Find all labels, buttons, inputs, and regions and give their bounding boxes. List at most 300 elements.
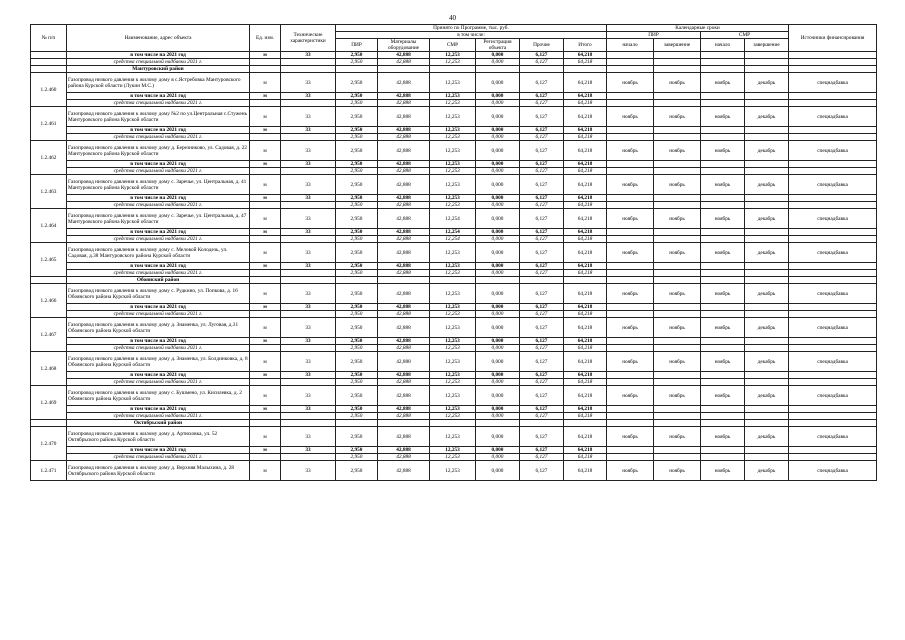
cell-empty bbox=[789, 236, 877, 243]
sum-tot: 64,218 bbox=[564, 447, 607, 454]
object-unit: м bbox=[250, 284, 281, 304]
object-source: спецнадбавка bbox=[789, 386, 877, 406]
sum-reg: 0,000 bbox=[476, 93, 520, 100]
sum-smr: 12,253 bbox=[430, 195, 476, 202]
cell-empty bbox=[701, 277, 745, 284]
sum-pir: 2,950 bbox=[336, 195, 378, 202]
object-tech: 33 bbox=[281, 386, 336, 406]
object-smr: 12,253 bbox=[430, 386, 476, 406]
object-reg: 0,000 bbox=[476, 461, 520, 481]
cell-empty bbox=[654, 304, 701, 311]
object-date-se: декабрь bbox=[745, 386, 789, 406]
object-number: 1.2.465 bbox=[31, 243, 67, 277]
cell-empty bbox=[701, 66, 745, 73]
sum-pir: 2,950 bbox=[336, 304, 378, 311]
cell-empty bbox=[378, 420, 430, 427]
special-oth: 6,127 bbox=[520, 134, 564, 141]
object-date-se: декабрь bbox=[745, 427, 789, 447]
cell-empty bbox=[745, 447, 789, 454]
object-date-ps: ноябрь bbox=[607, 209, 654, 229]
object-oth: 6,127 bbox=[520, 318, 564, 338]
sum-unit: м bbox=[250, 372, 281, 379]
cell-empty bbox=[281, 168, 336, 175]
object-tech: 33 bbox=[281, 73, 336, 93]
sum-smr: 12,254 bbox=[430, 229, 476, 236]
object-pir: 2,950 bbox=[336, 243, 378, 263]
sum-mat: 42,888 bbox=[378, 304, 430, 311]
special-smr: 12,253 bbox=[430, 134, 476, 141]
sum-tot: 64,218 bbox=[564, 52, 607, 59]
cell-empty bbox=[789, 413, 877, 420]
cell-empty bbox=[745, 338, 789, 345]
cell-empty bbox=[745, 93, 789, 100]
header-pir-end: завершение bbox=[654, 39, 701, 52]
cell-empty bbox=[701, 338, 745, 345]
cell-empty bbox=[654, 229, 701, 236]
special-pir: 2,950 bbox=[336, 270, 378, 277]
object-date-ps: ноябрь bbox=[607, 352, 654, 372]
special-label: средства специальной надбавки 2021 г. bbox=[67, 345, 250, 352]
cell-empty bbox=[701, 134, 745, 141]
sum-unit: м bbox=[250, 447, 281, 454]
object-smr: 12,253 bbox=[430, 243, 476, 263]
sum-tech: 33 bbox=[281, 372, 336, 379]
object-tot: 64,218 bbox=[564, 461, 607, 481]
object-row bbox=[31, 209, 877, 229]
table-body bbox=[31, 52, 877, 481]
sum-oth: 6,127 bbox=[520, 447, 564, 454]
sum-tech: 33 bbox=[281, 406, 336, 413]
cell-empty bbox=[789, 406, 877, 413]
cell-empty bbox=[607, 454, 654, 461]
object-name: Газопровод низкого давления к жилому дому №2 по ул.Центральная с.Стужень Мантуровского района Курской области bbox=[67, 107, 250, 127]
cell-empty bbox=[789, 52, 877, 59]
cell-empty bbox=[607, 406, 654, 413]
special-reg: 0,000 bbox=[476, 202, 520, 209]
special-tot: 64,218 bbox=[564, 168, 607, 175]
cell-empty bbox=[789, 447, 877, 454]
cell-empty bbox=[745, 127, 789, 134]
object-unit: м bbox=[250, 243, 281, 263]
header-smr-start: начало bbox=[701, 39, 745, 52]
cell-empty bbox=[701, 236, 745, 243]
cell-empty bbox=[789, 263, 877, 270]
special-mat: 42,888 bbox=[378, 100, 430, 107]
special-tot: 64,218 bbox=[564, 379, 607, 386]
cell-empty bbox=[789, 379, 877, 386]
cell-empty bbox=[701, 311, 745, 318]
object-name: Газопровод низкого давления к жилому дому с. Заречье, ул. Центральная, д. 41 Мантуровского района Курской области bbox=[67, 175, 250, 195]
cell-empty bbox=[250, 270, 281, 277]
special-reg: 0,000 bbox=[476, 311, 520, 318]
object-number: 1.2.462 bbox=[31, 141, 67, 175]
object-reg: 0,000 bbox=[476, 175, 520, 195]
cell-empty bbox=[701, 345, 745, 352]
object-source: спецнадбавка bbox=[789, 73, 877, 93]
special-smr: 12,253 bbox=[430, 311, 476, 318]
page-number: 40 bbox=[449, 14, 456, 22]
special-label: средства специальной надбавки 2021 г. bbox=[67, 379, 250, 386]
sum-row bbox=[31, 304, 877, 311]
special-mat: 42,888 bbox=[378, 379, 430, 386]
object-unit: м bbox=[250, 318, 281, 338]
sum-label: в том числе на 2021 год bbox=[67, 406, 250, 413]
object-date-ps: ноябрь bbox=[607, 73, 654, 93]
sum-smr: 12,253 bbox=[430, 52, 476, 59]
special-mat: 42,888 bbox=[378, 413, 430, 420]
special-label: средства специальной надбавки 2021 г. bbox=[67, 454, 250, 461]
cell-empty bbox=[789, 59, 877, 66]
object-row bbox=[31, 73, 877, 93]
object-source: спецнадбавка bbox=[789, 461, 877, 481]
program-table bbox=[30, 24, 877, 481]
object-smr: 12,254 bbox=[430, 209, 476, 229]
special-row bbox=[31, 202, 877, 209]
object-unit: м bbox=[250, 352, 281, 372]
cell-empty bbox=[701, 59, 745, 66]
cell-empty bbox=[701, 161, 745, 168]
sum-oth: 6,127 bbox=[520, 161, 564, 168]
cell-empty bbox=[654, 100, 701, 107]
sum-tech: 33 bbox=[281, 52, 336, 59]
object-name: Газопровод низкого давления к жилому дому д. Знаменка, ул. Болдинковка, д. 8 Обоянского района Курской области bbox=[67, 352, 250, 372]
object-reg: 0,000 bbox=[476, 107, 520, 127]
object-row bbox=[31, 352, 877, 372]
object-date-ps: ноябрь bbox=[607, 386, 654, 406]
sum-oth: 6,127 bbox=[520, 52, 564, 59]
sum-mat: 42,888 bbox=[378, 161, 430, 168]
section-title: Обоянский район bbox=[67, 277, 250, 284]
sum-reg: 0,000 bbox=[476, 338, 520, 345]
sum-row bbox=[31, 447, 877, 454]
sum-smr: 12,253 bbox=[430, 161, 476, 168]
object-oth: 6,127 bbox=[520, 352, 564, 372]
header-tech: Технические характеристики bbox=[281, 25, 336, 52]
object-mat: 42,888 bbox=[378, 386, 430, 406]
object-unit: м bbox=[250, 461, 281, 481]
header-pir-start: начало bbox=[607, 39, 654, 52]
header-pir: ПИР bbox=[336, 39, 378, 52]
cell-empty bbox=[654, 263, 701, 270]
special-smr: 12,253 bbox=[430, 379, 476, 386]
object-number: 1.2.468 bbox=[31, 352, 67, 386]
cell-empty bbox=[281, 202, 336, 209]
sum-label: в том числе на 2021 год bbox=[67, 338, 250, 345]
cell-empty bbox=[607, 236, 654, 243]
sum-tech: 33 bbox=[281, 93, 336, 100]
object-tot: 64,218 bbox=[564, 427, 607, 447]
cell-empty bbox=[654, 406, 701, 413]
object-source: спецнадбавка bbox=[789, 284, 877, 304]
object-mat: 42,888 bbox=[378, 141, 430, 161]
sum-reg: 0,000 bbox=[476, 229, 520, 236]
object-pir: 2,950 bbox=[336, 209, 378, 229]
object-tot: 64,218 bbox=[564, 386, 607, 406]
special-tot: 64,218 bbox=[564, 413, 607, 420]
cell-empty bbox=[654, 127, 701, 134]
sum-unit: м bbox=[250, 93, 281, 100]
object-pir: 2,950 bbox=[336, 175, 378, 195]
special-row bbox=[31, 311, 877, 318]
object-date-se: декабрь bbox=[745, 243, 789, 263]
special-pir: 2,950 bbox=[336, 59, 378, 66]
sum-reg: 0,000 bbox=[476, 263, 520, 270]
object-reg: 0,000 bbox=[476, 386, 520, 406]
object-number: 1.2.460 bbox=[31, 73, 67, 107]
sum-tot: 64,218 bbox=[564, 195, 607, 202]
object-mat: 42,888 bbox=[378, 461, 430, 481]
cell-empty bbox=[476, 420, 520, 427]
special-row bbox=[31, 236, 877, 243]
special-pir: 2,950 bbox=[336, 134, 378, 141]
object-source: спецнадбавка bbox=[789, 427, 877, 447]
object-source: спецнадбавка bbox=[789, 141, 877, 161]
cell-empty bbox=[31, 59, 67, 66]
object-pir: 2,950 bbox=[336, 386, 378, 406]
sum-row bbox=[31, 161, 877, 168]
sum-tech: 33 bbox=[281, 304, 336, 311]
cell-empty bbox=[701, 447, 745, 454]
special-reg: 0,000 bbox=[476, 100, 520, 107]
object-pir: 2,950 bbox=[336, 141, 378, 161]
object-date-pe: ноябрь bbox=[654, 73, 701, 93]
object-oth: 6,127 bbox=[520, 107, 564, 127]
cell-empty bbox=[654, 338, 701, 345]
object-reg: 0,000 bbox=[476, 141, 520, 161]
header-num: № п/п bbox=[31, 25, 67, 52]
object-oth: 6,127 bbox=[520, 209, 564, 229]
object-unit: м bbox=[250, 175, 281, 195]
object-date-pe: ноябрь bbox=[654, 386, 701, 406]
cell-empty bbox=[745, 304, 789, 311]
object-number: 1.2.471 bbox=[31, 461, 67, 481]
cell-empty bbox=[745, 406, 789, 413]
sum-mat: 42,888 bbox=[378, 93, 430, 100]
cell-empty bbox=[789, 202, 877, 209]
cell-empty bbox=[607, 93, 654, 100]
sum-unit: м bbox=[250, 195, 281, 202]
cell-empty bbox=[789, 372, 877, 379]
special-label: средства специальной надбавки 2021 г. bbox=[67, 236, 250, 243]
cell-empty bbox=[745, 52, 789, 59]
object-row bbox=[31, 175, 877, 195]
cell-empty bbox=[607, 161, 654, 168]
cell-empty bbox=[31, 420, 67, 427]
cell-empty bbox=[745, 277, 789, 284]
cell-empty bbox=[789, 195, 877, 202]
cell-empty bbox=[654, 413, 701, 420]
object-pir: 2,950 bbox=[336, 284, 378, 304]
object-tot: 64,218 bbox=[564, 284, 607, 304]
special-pir: 2,950 bbox=[336, 345, 378, 352]
section-title: Октябрьский район bbox=[67, 420, 250, 427]
object-date-ps: ноябрь bbox=[607, 318, 654, 338]
special-oth: 6,127 bbox=[520, 379, 564, 386]
special-mat: 42,888 bbox=[378, 134, 430, 141]
sum-oth: 6,127 bbox=[520, 127, 564, 134]
object-date-ps: ноябрь bbox=[607, 243, 654, 263]
cell-empty bbox=[607, 229, 654, 236]
cell-empty bbox=[745, 420, 789, 427]
special-tot: 64,218 bbox=[564, 270, 607, 277]
sum-oth: 6,127 bbox=[520, 372, 564, 379]
cell-empty bbox=[745, 345, 789, 352]
cell-empty bbox=[789, 66, 877, 73]
object-pir: 2,950 bbox=[336, 461, 378, 481]
special-smr: 12,253 bbox=[430, 202, 476, 209]
cell-empty bbox=[789, 338, 877, 345]
object-date-pe: ноябрь bbox=[654, 209, 701, 229]
object-source: спецнадбавка bbox=[789, 318, 877, 338]
sum-mat: 42,888 bbox=[378, 447, 430, 454]
cell-empty bbox=[31, 52, 67, 59]
sum-label: в том числе на 2021 год bbox=[67, 195, 250, 202]
header-materials: Материалы оборудование bbox=[378, 39, 430, 52]
cell-empty bbox=[281, 311, 336, 318]
header-source: Источники финансирования bbox=[789, 25, 877, 52]
cell-empty bbox=[654, 345, 701, 352]
object-row bbox=[31, 427, 877, 447]
special-smr: 12,253 bbox=[430, 168, 476, 175]
cell-empty bbox=[430, 277, 476, 284]
cell-empty bbox=[281, 236, 336, 243]
cell-empty bbox=[654, 311, 701, 318]
object-date-se: декабрь bbox=[745, 175, 789, 195]
special-reg: 0,000 bbox=[476, 270, 520, 277]
special-oth: 6,127 bbox=[520, 270, 564, 277]
cell-empty bbox=[607, 66, 654, 73]
cell-empty bbox=[31, 277, 67, 284]
cell-empty bbox=[654, 372, 701, 379]
cell-empty bbox=[250, 345, 281, 352]
object-tech: 33 bbox=[281, 318, 336, 338]
object-name: Газопровод низкого давления к жилому дому с. Заречье, ул. Центральная, д. 47 Мантуровского района Курской области bbox=[67, 209, 250, 229]
object-name: Газопровод низкого давления к жилому дому д. Березниково, ул. Садовая, д. 22 Мантуровского района Курской области bbox=[67, 141, 250, 161]
special-oth: 6,127 bbox=[520, 202, 564, 209]
cell-empty bbox=[701, 454, 745, 461]
special-mat: 42,888 bbox=[378, 59, 430, 66]
sum-row bbox=[31, 93, 877, 100]
special-oth: 6,127 bbox=[520, 236, 564, 243]
sum-label: в том числе на 2021 год bbox=[67, 229, 250, 236]
cell-empty bbox=[789, 420, 877, 427]
object-date-pe: ноябрь bbox=[654, 284, 701, 304]
cell-empty bbox=[281, 100, 336, 107]
object-date-ss: ноябрь bbox=[701, 243, 745, 263]
sum-pir: 2,950 bbox=[336, 127, 378, 134]
cell-empty bbox=[281, 59, 336, 66]
object-tech: 33 bbox=[281, 243, 336, 263]
header-other: Прочие bbox=[520, 39, 564, 52]
sum-tot: 64,218 bbox=[564, 263, 607, 270]
special-mat: 42,888 bbox=[378, 345, 430, 352]
object-mat: 42,888 bbox=[378, 318, 430, 338]
special-label: средства специальной надбавки 2021 г. bbox=[67, 270, 250, 277]
sum-tot: 64,218 bbox=[564, 127, 607, 134]
cell-empty bbox=[654, 202, 701, 209]
sum-row bbox=[31, 406, 877, 413]
special-reg: 0,000 bbox=[476, 236, 520, 243]
object-pir: 2,950 bbox=[336, 318, 378, 338]
header-reg: Регистрация объекта bbox=[476, 39, 520, 52]
object-date-se: декабрь bbox=[745, 318, 789, 338]
header-smr-end: завершение bbox=[745, 39, 789, 52]
sum-pir: 2,950 bbox=[336, 338, 378, 345]
cell-empty bbox=[336, 420, 378, 427]
object-unit: м bbox=[250, 427, 281, 447]
object-unit: м bbox=[250, 386, 281, 406]
sum-unit: м bbox=[250, 229, 281, 236]
sum-unit: м bbox=[250, 338, 281, 345]
cell-empty bbox=[789, 100, 877, 107]
special-oth: 6,127 bbox=[520, 311, 564, 318]
object-oth: 6,127 bbox=[520, 427, 564, 447]
object-pir: 2,950 bbox=[336, 107, 378, 127]
sum-pir: 2,950 bbox=[336, 93, 378, 100]
special-smr: 12,253 bbox=[430, 413, 476, 420]
cell-empty bbox=[281, 270, 336, 277]
object-date-pe: ноябрь bbox=[654, 318, 701, 338]
object-date-ss: ноябрь bbox=[701, 461, 745, 481]
sum-smr: 12,253 bbox=[430, 447, 476, 454]
object-date-ps: ноябрь bbox=[607, 427, 654, 447]
object-date-pe: ноябрь bbox=[654, 107, 701, 127]
special-row bbox=[31, 379, 877, 386]
object-mat: 42,888 bbox=[378, 209, 430, 229]
cell-empty bbox=[701, 195, 745, 202]
special-oth: 6,127 bbox=[520, 413, 564, 420]
cell-empty bbox=[607, 277, 654, 284]
cell-empty bbox=[430, 420, 476, 427]
special-pir: 2,950 bbox=[336, 100, 378, 107]
object-oth: 6,127 bbox=[520, 243, 564, 263]
object-smr: 12,253 bbox=[430, 141, 476, 161]
cell-empty bbox=[250, 277, 281, 284]
object-source: спецнадбавка bbox=[789, 352, 877, 372]
cell-empty bbox=[701, 413, 745, 420]
special-reg: 0,000 bbox=[476, 454, 520, 461]
special-smr: 12,253 bbox=[430, 100, 476, 107]
sum-mat: 42,888 bbox=[378, 406, 430, 413]
cell-empty bbox=[31, 66, 67, 73]
cell-empty bbox=[701, 372, 745, 379]
object-source: спецнадбавка bbox=[789, 243, 877, 263]
cell-empty bbox=[654, 93, 701, 100]
cell-empty bbox=[745, 311, 789, 318]
cell-empty bbox=[745, 168, 789, 175]
object-name: Газопровод низкого давления к жилому дому с. Бушмено, ул. Кисилевка, д. 2 Обоянского района Курской области bbox=[67, 386, 250, 406]
object-oth: 6,127 bbox=[520, 284, 564, 304]
object-unit: м bbox=[250, 107, 281, 127]
cell-empty bbox=[654, 134, 701, 141]
cell-empty bbox=[250, 311, 281, 318]
sum-pir: 2,950 bbox=[336, 161, 378, 168]
object-date-ps: ноябрь bbox=[607, 141, 654, 161]
cell-empty bbox=[607, 127, 654, 134]
cell-empty bbox=[607, 59, 654, 66]
object-number: 1.2.469 bbox=[31, 386, 67, 420]
sum-row bbox=[31, 229, 877, 236]
header-cal-pir: ПИР bbox=[607, 32, 701, 39]
sum-tech: 33 bbox=[281, 127, 336, 134]
header-incl: в том числе: bbox=[336, 32, 607, 39]
sum-row bbox=[31, 263, 877, 270]
object-date-se: декабрь bbox=[745, 73, 789, 93]
cell-empty bbox=[654, 52, 701, 59]
sum-row bbox=[31, 52, 877, 59]
cell-empty bbox=[281, 345, 336, 352]
cell-empty bbox=[654, 454, 701, 461]
